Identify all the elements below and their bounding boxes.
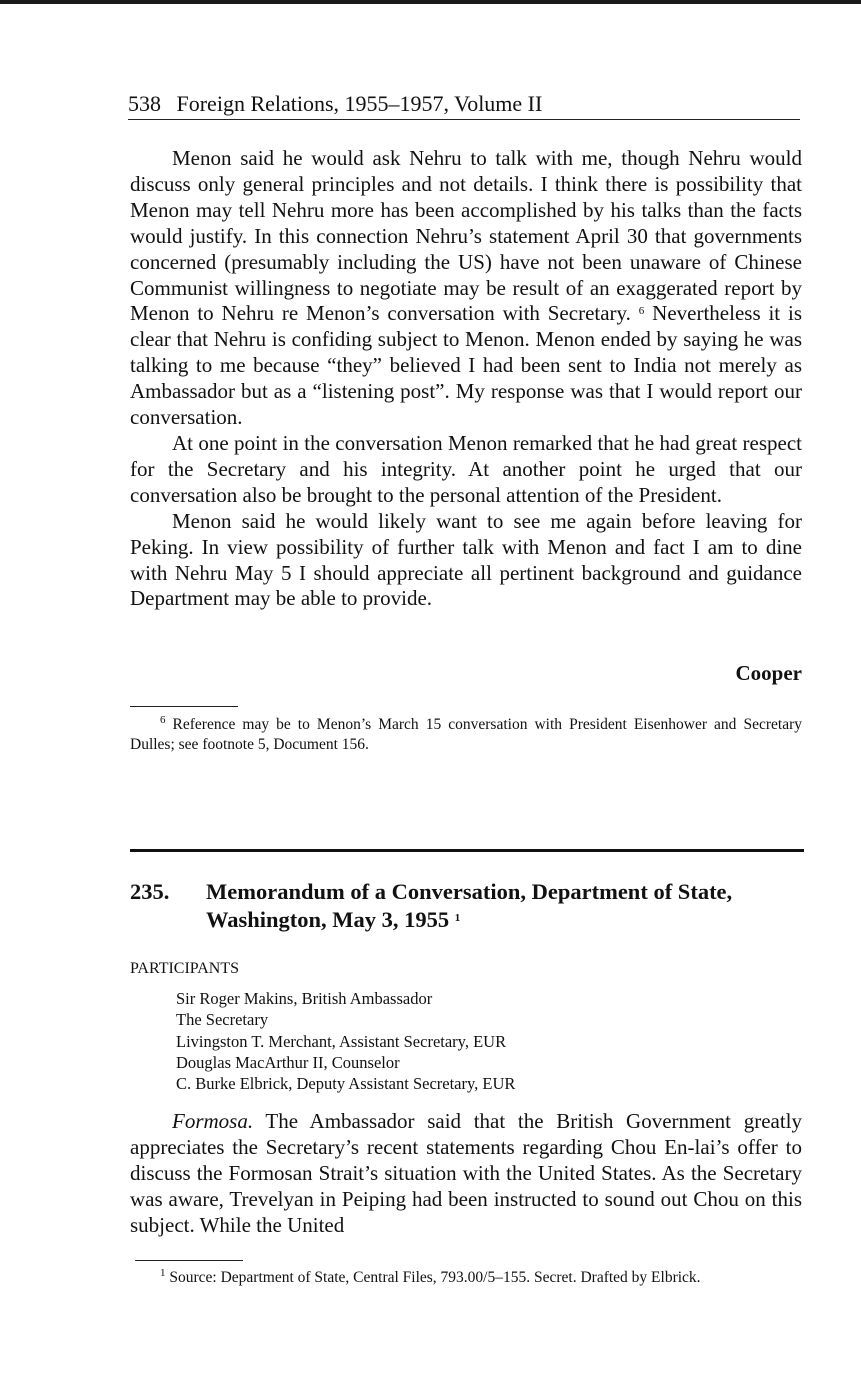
footnote-ref-6: 6 <box>638 305 645 318</box>
participant: Douglas MacArthur II, Counselor <box>176 1052 400 1072</box>
participants-label: PARTICIPANTS <box>130 960 240 977</box>
continuation-text <box>130 146 802 612</box>
section-rule <box>130 849 804 852</box>
participant: Sir Roger Makins, British Ambassador <box>176 989 433 1008</box>
formosa-paragraph: Formosa. The Ambassador said that the British Government greatly appreciates the Secretary’s recent statements regarding Chou En-lai’s offer to discuss the Formosan Strait’s situation with the United States. As the Secretary was aware, Trevelyan in Peiping had been instructed to sound out Chou on this subject. While the United <box>130 1109 802 1237</box>
participant: The Secretary <box>176 1010 269 1030</box>
footnote-text: Source: Department of State, Central Files, 793.00/5–155. Secret. Drafted by Elbrick. <box>169 1269 701 1286</box>
running-title: Foreign Relations, 1955–1957, Volume II <box>176 91 543 116</box>
participants-list <box>176 988 515 1094</box>
footnote-rule-2 <box>135 1260 243 1261</box>
running-header <box>128 90 800 118</box>
topic-lead: Formosa. <box>172 1109 254 1133</box>
footnote-6 <box>130 715 802 755</box>
memorandum-text <box>130 1109 802 1239</box>
participant: Livingston T. Merchant, Assistant Secretary, EUR <box>176 1031 507 1051</box>
footnote-mark: 6 <box>160 714 166 726</box>
paragraph-3: Menon said he would likely want to see me again before leaving for Peking. In view possibility of further talk with Menon and fact I am to dine with Nehru May 5 I should appreciate all pertinent background and guidance Department may be able to provide. <box>130 508 802 611</box>
footnote-1 <box>130 1268 802 1288</box>
footnote-ref-1: 1 <box>454 912 461 924</box>
footnote-rule <box>130 706 238 707</box>
page-number: 538 <box>128 91 161 116</box>
signature: Cooper <box>735 661 802 685</box>
footnote-text: Reference may be to Menon’s March 15 conversation with President Eisenhower and Secretary Dulles; see footnote 5, Document 156. <box>130 716 802 753</box>
participant: C. Burke Elbrick, Deputy Assistant Secretary, EUR <box>176 1074 516 1094</box>
paragraph-2: At one point in the conversation Menon remarked that he had great respect for the Secretary and his integrity. At another point he urged that our conversation also be brought to the personal attention of the President. <box>130 430 802 507</box>
document-title: Memorandum of a Conversation, Department of State, Washington, May 3, 1955 $^1$ <box>206 879 733 932</box>
document-number: 235. <box>130 879 170 904</box>
footnote-mark: 1 <box>160 1267 166 1279</box>
paragraph-1: Menon said he would ask Nehru to talk with me, though Nehru would discuss only general principles and not details. I think there is possibility that Menon may tell Nehru more has been accomplished by his talks than the facts would justify. In this connection Nehru’s statement April 30 that governments concerned (presumably including the US) have not been unaware of Chinese Communist willingness to negotiate may be result of an exaggerated report by Menon to Nehru re Menon’s conversation with Secretary. $^6$ Nevertheless it is clear that Nehru is confiding subject to Menon. Menon ended by saying he was talking to me because “they” believed I had been sent to India not merely as Ambassador but as a “listening post”. My response was that I would report our conversation. <box>130 146 803 430</box>
page-top-edge <box>0 0 861 4</box>
header-rule <box>128 119 800 120</box>
